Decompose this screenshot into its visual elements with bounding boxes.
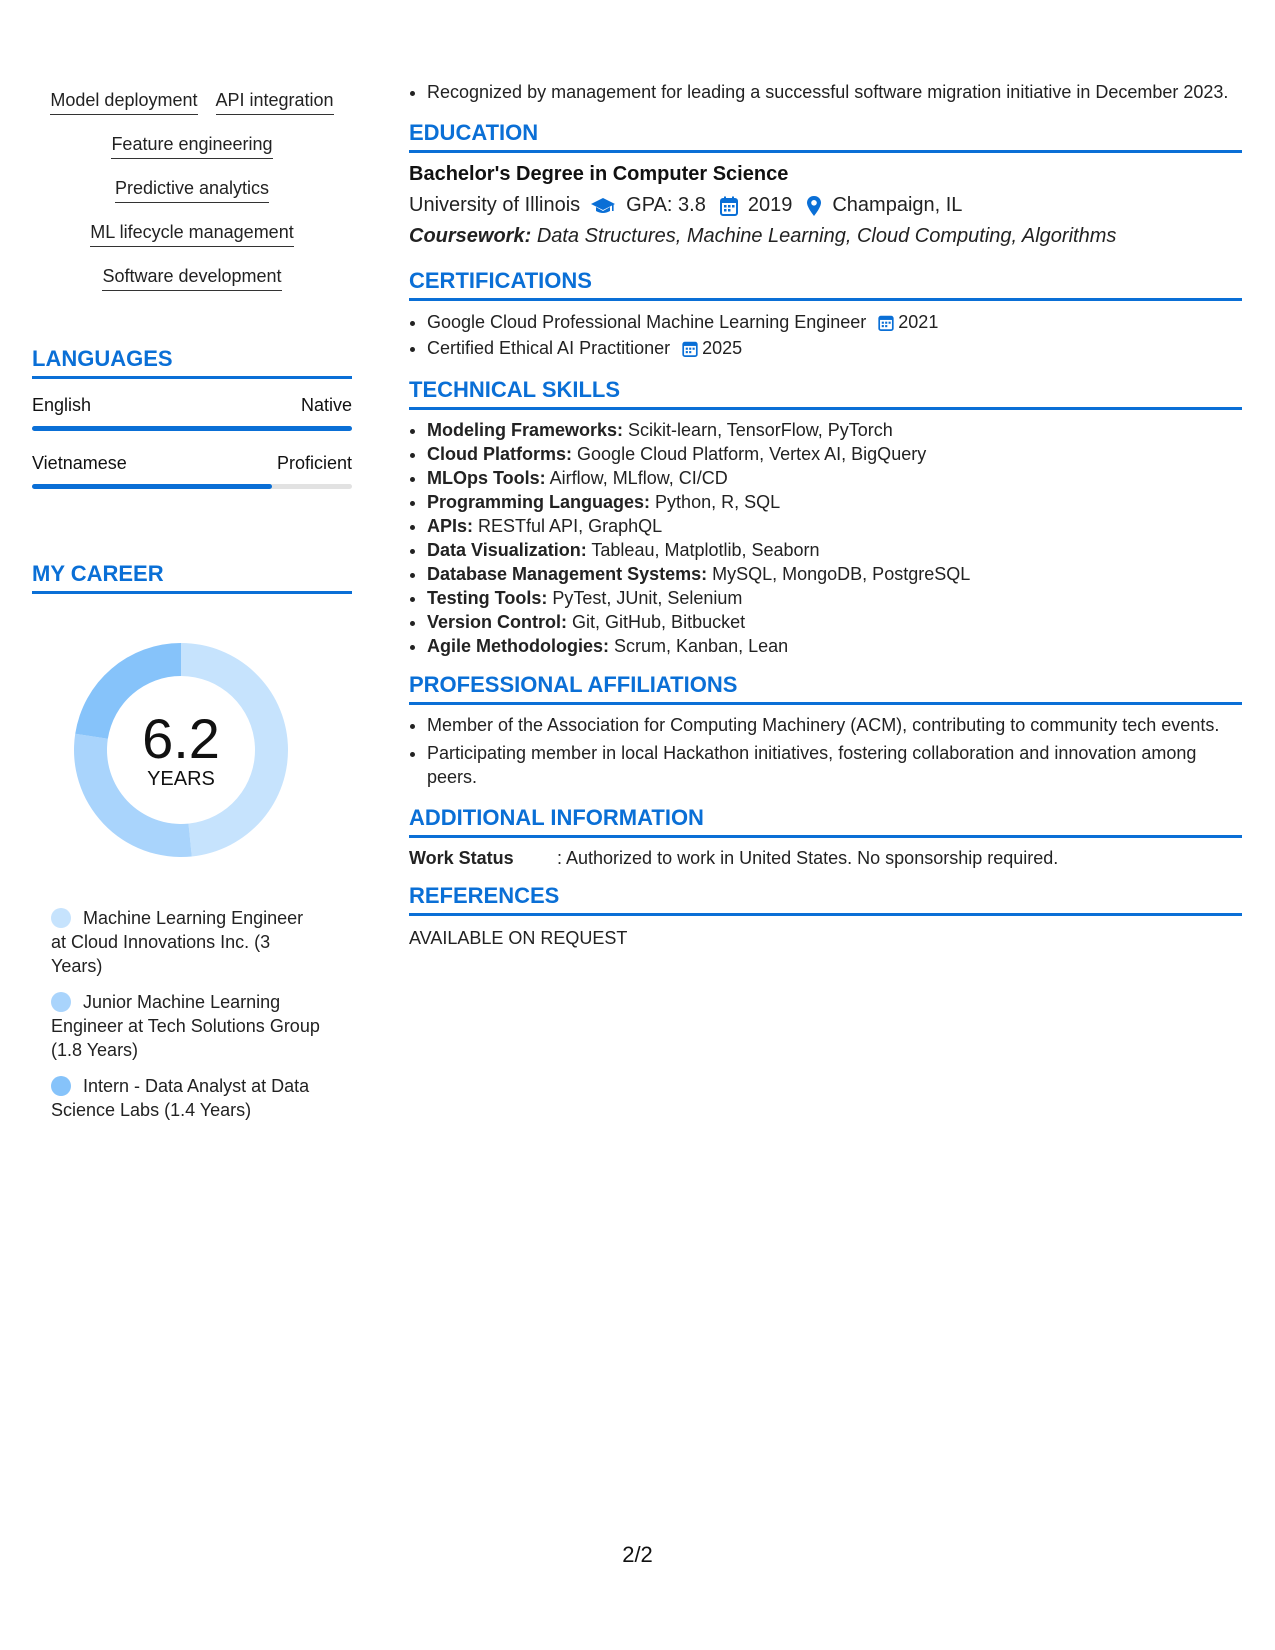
technical-skill-label: APIs: bbox=[427, 516, 474, 536]
certification-year: 2021 bbox=[898, 312, 939, 332]
work-status-row bbox=[409, 848, 1242, 869]
legend-dot bbox=[51, 992, 71, 1012]
technical-skills-heading: TECHNICAL SKILLS bbox=[409, 377, 1242, 410]
certification-item bbox=[427, 335, 1242, 361]
career-donut-chart bbox=[65, 634, 297, 866]
technical-skills-list bbox=[409, 418, 1242, 658]
technical-skill-item bbox=[427, 490, 1242, 514]
career-role-label: Junior Machine Learning Engineer at Tech Solutions Group (1.8 Years) bbox=[51, 992, 320, 1060]
career-total-value: 6.2 bbox=[142, 707, 220, 770]
right-column bbox=[409, 80, 1242, 949]
career-section bbox=[32, 561, 352, 1122]
certifications-heading: CERTIFICATIONS bbox=[409, 268, 1242, 301]
legend-dot bbox=[51, 908, 71, 928]
graduation-year: 2019 bbox=[747, 194, 793, 216]
affiliations-section bbox=[409, 672, 1242, 789]
technical-skill-item bbox=[427, 418, 1242, 442]
certification-name: Google Cloud Professional Machine Learning Engineer bbox=[427, 312, 867, 332]
affiliations-heading: PROFESSIONAL AFFILIATIONS bbox=[409, 672, 1242, 705]
technical-skill-item bbox=[427, 586, 1242, 610]
skill-tags bbox=[32, 80, 352, 300]
affiliation-item: • Participating member in local Hackathon initiatives, fostering collaboration and innovation among peers. bbox=[427, 741, 1242, 789]
calendar-icon bbox=[720, 196, 738, 216]
experience-bullets bbox=[409, 80, 1242, 104]
language-name: Vietnamese bbox=[32, 453, 127, 473]
skill-tag: ML lifecycle management bbox=[90, 220, 293, 247]
work-status-value: : Authorized to work in United States. No sponsorship required. bbox=[557, 848, 1059, 868]
language-proficiency-bar bbox=[32, 484, 352, 489]
languages-heading: LANGUAGES bbox=[32, 346, 352, 379]
technical-skill-item bbox=[427, 634, 1242, 658]
education-details bbox=[409, 194, 1242, 217]
technical-skill-value: Scrum, Kanban, Lean bbox=[614, 636, 789, 656]
technical-skill-value: PyTest, JUnit, Selenium bbox=[552, 588, 743, 608]
education-section bbox=[409, 120, 1242, 248]
career-legend-item bbox=[51, 906, 321, 978]
technical-skill-value: Scikit-learn, TensorFlow, PyTorch bbox=[628, 420, 893, 440]
career-heading: MY CAREER bbox=[32, 561, 352, 594]
technical-skill-item bbox=[427, 610, 1242, 634]
references-text: AVAILABLE ON REQUEST bbox=[409, 928, 628, 948]
technical-skill-label: Testing Tools: bbox=[427, 588, 548, 608]
career-role-label: Intern - Data Analyst at Data Science Labs (1.4 Years) bbox=[51, 1076, 310, 1120]
education-heading: EDUCATION bbox=[409, 120, 1242, 153]
technical-skill-item bbox=[427, 538, 1242, 562]
certifications-list bbox=[409, 309, 1242, 361]
technical-skill-value: Airflow, MLflow, CI/CD bbox=[549, 468, 728, 488]
gpa: GPA: 3.8 bbox=[626, 194, 706, 216]
additional-info-heading: ADDITIONAL INFORMATION bbox=[409, 805, 1242, 838]
calendar-icon bbox=[878, 314, 894, 331]
technical-skill-value: MySQL, MongoDB, PostgreSQL bbox=[712, 564, 971, 584]
technical-skill-item bbox=[427, 514, 1242, 538]
technical-skill-value: Google Cloud Platform, Vertex AI, BigQuery bbox=[577, 444, 927, 464]
language-proficiency-fill bbox=[32, 484, 272, 489]
legend-dot bbox=[51, 1076, 71, 1096]
skill-tag: Model deployment bbox=[50, 88, 197, 115]
references-heading: REFERENCES bbox=[409, 883, 1242, 916]
coursework-list: Data Structures, Machine Learning, Cloud Computing, Algorithms bbox=[536, 225, 1117, 247]
technical-skill-label: Modeling Frameworks: bbox=[427, 420, 624, 440]
language-name: English bbox=[32, 395, 92, 415]
affiliations-list bbox=[409, 713, 1242, 789]
technical-skill-item bbox=[427, 466, 1242, 490]
technical-skill-value: Git, GitHub, Bitbucket bbox=[572, 612, 746, 632]
technical-skill-item bbox=[427, 562, 1242, 586]
coursework-label: Coursework: bbox=[409, 225, 532, 247]
career-total-unit: YEARS bbox=[147, 768, 215, 790]
skill-tag: API integration bbox=[216, 88, 334, 115]
certifications-section bbox=[409, 268, 1242, 361]
technical-skill-item bbox=[427, 442, 1242, 466]
technical-skill-value: RESTful API, GraphQL bbox=[478, 516, 663, 536]
language-item bbox=[32, 395, 352, 431]
technical-skill-label: MLOps Tools: bbox=[427, 468, 546, 488]
graduation-cap-icon bbox=[590, 196, 616, 216]
coursework bbox=[409, 225, 1242, 248]
career-legend-item bbox=[51, 1074, 321, 1122]
skill-tag: Software development bbox=[102, 264, 281, 291]
technical-skill-value: Tableau, Matplotlib, Seaborn bbox=[591, 540, 820, 560]
technical-skill-label: Cloud Platforms: bbox=[427, 444, 573, 464]
technical-skill-label: Database Management Systems: bbox=[427, 564, 708, 584]
certification-item bbox=[427, 309, 1242, 335]
technical-skill-label: Agile Methodologies: bbox=[427, 636, 609, 656]
languages-section bbox=[32, 346, 352, 489]
language-level: Native bbox=[300, 395, 352, 415]
certification-year: 2025 bbox=[702, 338, 743, 358]
language-level: Proficient bbox=[276, 453, 352, 473]
career-role-label: Machine Learning Engineer at Cloud Innovations Inc. (3 Years) bbox=[51, 908, 304, 976]
career-legend-item bbox=[51, 990, 321, 1062]
technical-skill-label: Programming Languages: bbox=[427, 492, 651, 512]
technical-skills-section bbox=[409, 377, 1242, 658]
page-number: 2/2 bbox=[622, 1542, 653, 1567]
left-column bbox=[32, 80, 352, 1134]
school-name: University of Illinois bbox=[409, 194, 581, 216]
location-pin-icon bbox=[806, 195, 822, 217]
technical-skill-value: Python, R, SQL bbox=[655, 492, 781, 512]
career-total bbox=[65, 707, 297, 791]
references-section bbox=[409, 883, 1242, 949]
skill-tag: Feature engineering bbox=[111, 132, 272, 159]
skill-tag: Predictive analytics bbox=[115, 176, 269, 203]
technical-skill-label: Version Control: bbox=[427, 612, 568, 632]
affiliation-item: • Member of the Association for Computing Machinery (ACM), contributing to community tech events. bbox=[427, 713, 1242, 737]
language-item bbox=[32, 453, 352, 489]
experience-bullet: • Recognized by management for leading a successful software migration initiative in December 2023. bbox=[427, 80, 1242, 104]
career-legend bbox=[51, 906, 321, 1122]
certification-name: Certified Ethical AI Practitioner bbox=[427, 338, 671, 358]
language-proficiency-bar bbox=[32, 426, 352, 431]
additional-info-section bbox=[409, 805, 1242, 869]
work-status-label: Work Status bbox=[409, 848, 514, 868]
degree-title: Bachelor's Degree in Computer Science bbox=[409, 163, 789, 185]
school-location: Champaign, IL bbox=[832, 194, 963, 216]
language-proficiency-fill bbox=[32, 426, 352, 431]
technical-skill-label: Data Visualization: bbox=[427, 540, 587, 560]
calendar-icon bbox=[682, 340, 698, 357]
